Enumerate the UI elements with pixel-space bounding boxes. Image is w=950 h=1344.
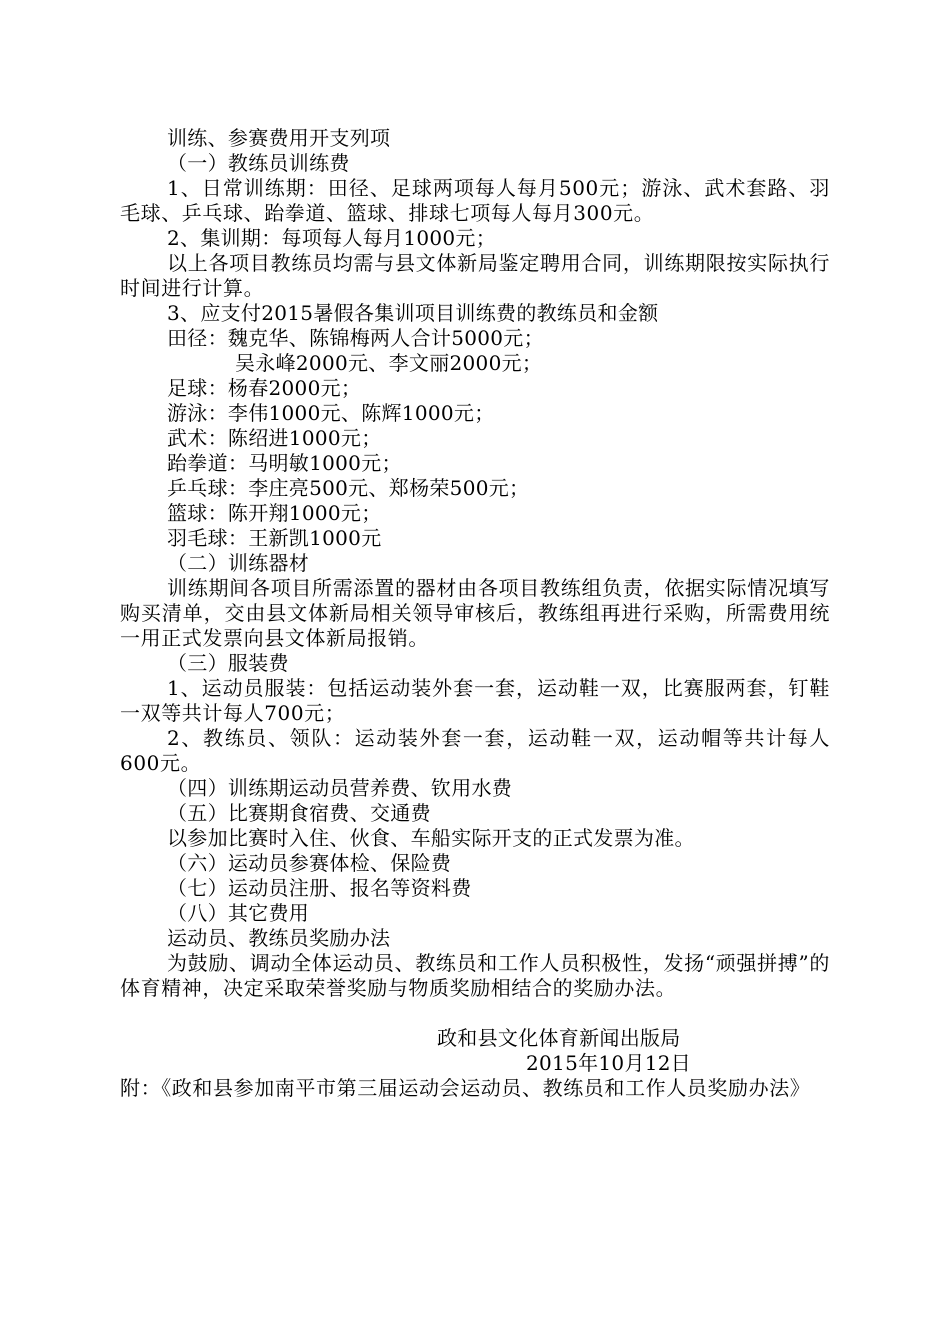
paragraph-coach-clothing: 2、教练员、领队：运动装外套一套，运动鞋一双，运动帽等共计每人600元。 bbox=[120, 726, 830, 775]
subheading-registration: （七）运动员注册、报名等资料费 bbox=[167, 876, 472, 900]
section-heading-rewards: 运动员、教练员奖励办法 bbox=[167, 926, 391, 950]
paragraph-intensive-training: 2、集训期：每项每人每月1000元； bbox=[167, 226, 497, 250]
payment-item-track-continued: 吴永峰2000元、李文丽2000元； bbox=[235, 351, 543, 375]
section-heading-training-fees: 训练、参赛费用开支列项 bbox=[167, 126, 391, 150]
subheading-equipment: （二）训练器材 bbox=[167, 551, 310, 575]
paragraph-athlete-clothing: 1、运动员服装：包括运动装外套一套，运动鞋一双，比赛服两套，钉鞋一双等共计每人700元； bbox=[120, 676, 830, 725]
paragraph-contract-note: 以上各项目教练员均需与县文体新局鉴定聘用合同，训练期限按实际执行时间进行计算。 bbox=[120, 251, 830, 300]
subheading-coach-fees: （一）教练员训练费 bbox=[167, 151, 350, 175]
payment-item-table-tennis: 乒乓球：李庄亮500元、郑杨荣500元； bbox=[167, 476, 530, 500]
subheading-nutrition: （四）训练期运动员营养费、钦用水费 bbox=[167, 776, 513, 800]
payment-item-football: 足球：杨春2000元； bbox=[167, 376, 362, 400]
blank-line bbox=[120, 1001, 830, 1026]
signature-org: 政和县文化体育新闻出版局 bbox=[437, 1026, 681, 1050]
signature-date: 2015年10月12日 bbox=[526, 1051, 692, 1075]
paragraph-equipment: 训练期间各项目所需添置的器材由各项目教练组负责，依据实际情况填写购买清单，交由县文体新局相关领导审核后，教练组再进行采购，所需费用统一用正式发票向县文体新局报销。 bbox=[120, 576, 830, 650]
payment-item-swimming: 游泳：李伟1000元、陈辉1000元； bbox=[167, 401, 495, 425]
paragraph-travel-note: 以参加比赛时入住、伙食、车船实际开支的正式发票为准。 bbox=[167, 826, 695, 850]
paragraph-rewards: 为鼓励、调动全体运动员、教练员和工作人员积极性，发扬“顽强拼搏”的体育精神，决定采取荣誉奖励与物质奖励相结合的奖励办法。 bbox=[120, 951, 830, 1000]
document-body bbox=[120, 126, 830, 1101]
subheading-other: （八）其它费用 bbox=[167, 901, 310, 925]
attachment-note: 附：《政和县参加南平市第三届运动会运动员、教练员和工作人员奖励办法》 bbox=[120, 1076, 811, 1100]
payment-item-track: 田径：魏克华、陈锦梅两人合计5000元； bbox=[167, 326, 544, 350]
payment-item-taekwondo: 跆拳道：马明敏1000元； bbox=[167, 451, 402, 475]
subheading-clothing: （三）服装费 bbox=[167, 651, 289, 675]
subheading-medical-insurance: （六）运动员参赛体检、保险费 bbox=[167, 851, 452, 875]
payment-item-badminton: 羽毛球：王新凯1000元 bbox=[167, 526, 382, 550]
subheading-travel: （五）比赛期食宿费、交通费 bbox=[167, 801, 431, 825]
payment-item-wushu: 武术：陈绍进1000元； bbox=[167, 426, 382, 450]
payment-item-basketball: 篮球：陈开翔1000元； bbox=[167, 501, 382, 525]
paragraph-payment-list-heading: 3、应支付2015暑假各集训项目训练费的教练员和金额 bbox=[167, 301, 659, 325]
paragraph-daily-training: 1、日常训练期：田径、足球两项每人每月500元；游泳、武术套路、羽毛球、乒乓球、跆拳道、篮球、排球七项每人每月300元。 bbox=[120, 176, 830, 225]
